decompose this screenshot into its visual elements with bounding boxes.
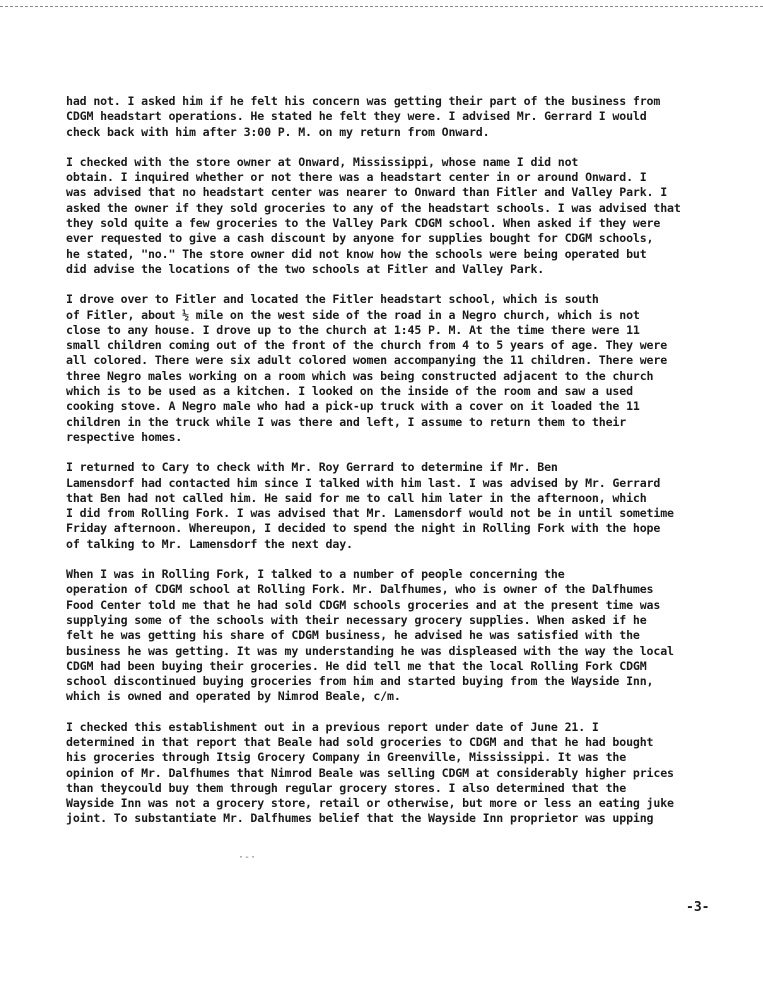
paragraph-6: I checked this establishment out in a previous report under date of June 21. I determined in that report that Beale had sold groceries to CDGM and that he had bought his groceries through Itsig Grocery Company in Greenville, Mississippi. It was the opinion of Mr. Dalfhumes that Nimrod Beale was selling CDGM at considerably higher prices than theycould buy them through regular grocery stores. I also determined that the Wayside Inn was not a grocery store, retail or otherwise, but more or less an eating juke joint. To substantiate Mr. Dalfhumes belief that the Wayside Inn proprietor was upping — [66, 719, 674, 826]
paragraph-3: I drove over to Fitler and located the Fitler headstart school, which is south of Fitler, about ½ mile on the west side of the road in a Negro church, which is not close to any house. I drove up to the church at 1:45 P. M. At the time there were 11 small children coming out of the front of the church from 4 to 5 years of age. They were all colored. There were six adult colored women accompanying the 11 children. There were three Negro males working on a room which was being constructed adjacent to the church which is to be used as a kitchen. I looked on the inside of the room and saw a used cooking stove. A Negro male who had a pick-up truck with a cover on it loaded the 11 children in the truck while I was there and left, I assume to return them to their respective homes. — [66, 292, 668, 444]
document-body — [66, 94, 750, 842]
scan-speck: ·‑· — [238, 852, 257, 863]
paragraph-5: When I was in Rolling Fork, I talked to a number of people concerning the operation of CDGM school at Rolling Fork. Mr. Dalfhumes, who is owner of the Dalfhumes Food Center told me that he had sold CDGM schools groceries and at the present time was supplying some of the schools with their necessary grocery supplies. When asked if he felt he was getting his share of CDGM business, he advised he was satisfied with the business he was getting. It was my understanding he was displeased with the way the local CDGM had been buying their groceries. He did tell me that the local Rolling Fork CDGM school discontinued buying groceries from him and started buying from the Wayside Inn, which is owned and operated by Nimrod Beale, c/m. — [66, 567, 674, 704]
paragraph-2: I checked with the store owner at Onward, Mississippi, whose name I did not obtain. I inquired whether or not there was a headstart center in or around Onward. I was advised that no headstart center was nearer to Onward than Fitler and Valley Park. I asked the owner if they sold groceries to any of the headstart schools. I was advised that they sold quite a few groceries to the Valley Park CDGM school. When asked if they were ever requested to give a cash discount by anyone for supplies bought for CDGM schools, he stated, "no." The store owner did not know how the schools were being operated but did advise the locations of the two schools at Fitler and Valley Park. — [66, 154, 681, 276]
paragraph-4: I returned to Cary to check with Mr. Roy Gerrard to determine if Mr. Ben Lamensdorf had contacted him since I talked with him last. I was advised by Mr. Gerrard that Ben had not called him. He said for me to call him later in the afternoon, which I did from Rolling Fork. I was advised that Mr. Lamensdorf would not be in until sometime Friday afternoon. Whereupon, I decided to spend the night in Rolling Fork with the hope of talking to Mr. Lamensdorf the next day. — [66, 460, 674, 551]
paragraph-1: had not. I asked him if he felt his concern was getting their part of the business from CDGM headstart operations. He stated he felt they were. I advised Mr. Gerrard I would check back with him after 3:00 P. M. on my return from Onward. — [66, 94, 661, 139]
page-top-edge — [0, 6, 763, 7]
page-number: -3- — [686, 900, 710, 915]
